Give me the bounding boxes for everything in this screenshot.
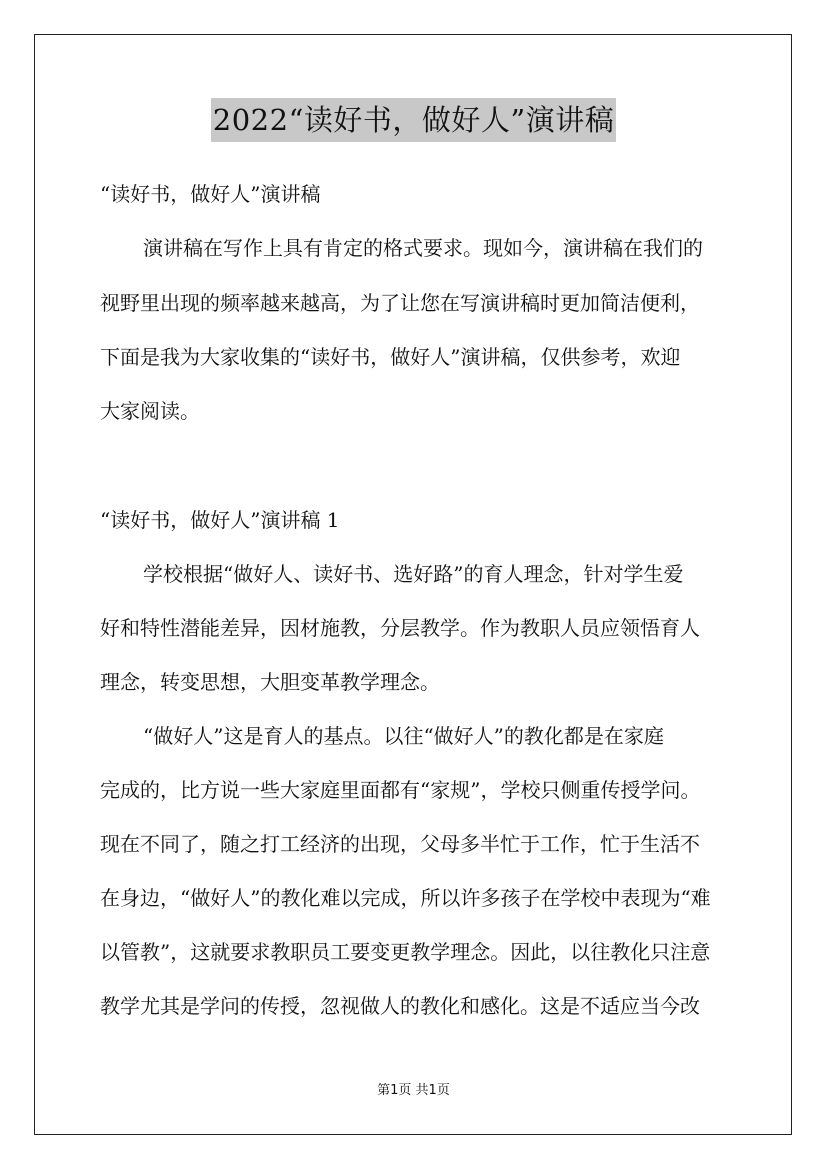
document-subtitle: “读好书，做好人”演讲稿 <box>100 182 321 206</box>
intro-line-2: 视野里出现的频率越来越高，为了让您在写演讲稿时更加简洁便利， <box>100 291 700 315</box>
paragraph1-line-3: 理念，转变思想，大胆变革教学理念。 <box>100 670 440 694</box>
paragraph2-line-6: 教学尤其是学问的传授，忽视做人的教化和感化。这是不适应当今改 <box>100 994 700 1018</box>
intro-line-4: 大家阅读。 <box>100 399 200 423</box>
section-heading: “读好书，做好人”演讲稿 1 <box>100 508 340 532</box>
paragraph2-line-1: “做好人”这是育人的基点。以往“做好人”的教化都是在家庭 <box>143 724 664 748</box>
title-container <box>0 98 827 142</box>
intro-line-3: 下面是我为大家收集的“读好书，做好人”演讲稿，仅供参考，欢迎 <box>100 345 681 369</box>
intro-line-1: 演讲稿在写作上具有肯定的格式要求。现如今，演讲稿在我们的 <box>143 236 703 260</box>
document-title: 2022“读好书，做好人”演讲稿 <box>211 98 616 142</box>
paragraph2-line-3: 现在不同了，随之打工经济的出现，父母多半忙于工作，忙于生活不 <box>100 832 700 856</box>
paragraph1-line-2: 好和特性潜能差异，因材施教，分层教学。作为教职人员应领悟育人 <box>100 616 700 640</box>
paragraph1-line-1: 学校根据“做好人、读好书、选好路”的育人理念，针对学生爱 <box>143 562 684 586</box>
paragraph2-line-4: 在身边，“做好人”的教化难以完成，所以许多孩子在学校中表现为“难 <box>100 886 711 910</box>
paragraph2-line-2: 完成的，比方说一些大家庭里面都有“家规”，学校只侧重传授学问。 <box>100 778 701 802</box>
paragraph2-line-5: 以管教”，这就要求教职员工要变更教学理念。因此，以往教化只注意 <box>100 940 711 964</box>
page-number-footer: 第1页 共1页 <box>377 1083 450 1098</box>
